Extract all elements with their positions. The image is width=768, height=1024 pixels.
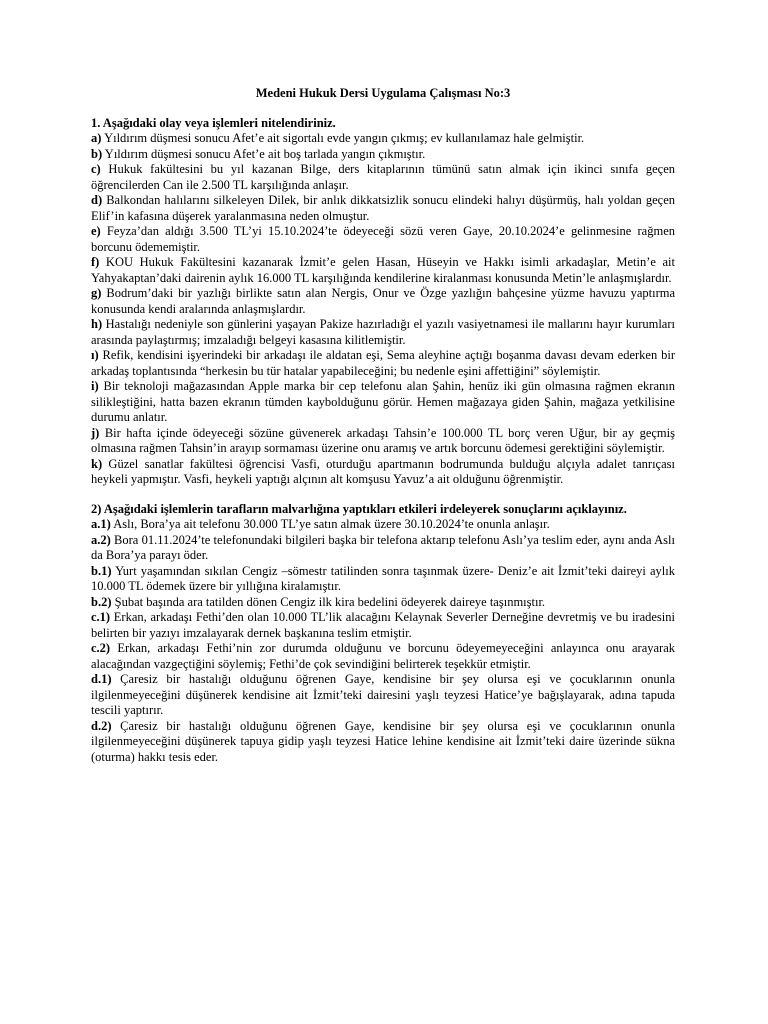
question-item [91, 533, 675, 564]
question-item [91, 457, 675, 488]
question-item [91, 641, 675, 672]
question-label: b.1) [91, 563, 112, 578]
question-item [91, 255, 675, 286]
question-label: h) [91, 317, 103, 331]
section-2-heading: 2) Aşağıdaki işlemlerin tarafların malvarlığına yaptıkları etkileri irdeleyerek sonuçlarını açıklayınız. [91, 501, 627, 516]
question-item [91, 719, 675, 766]
question-item [91, 131, 675, 147]
question-text: Yıldırım düşmesi sonucu Afet’e ait sigortalı evde yangın çıkmış; ev kullanılamaz hale gelmiştir. [101, 131, 585, 145]
question-item [91, 317, 675, 348]
question-label: a) [91, 131, 102, 145]
document-title: Medeni Hukuk Dersi Uygulama Çalışması No:3 [255, 86, 511, 100]
question-label: a.2) [91, 532, 111, 547]
question-label: j) [91, 425, 100, 440]
question-label: f) [91, 255, 100, 269]
question-item [91, 595, 675, 611]
question-item [91, 193, 675, 224]
question-label: b) [91, 146, 103, 161]
question-label: d) [91, 193, 103, 207]
question-label: i) [91, 379, 99, 393]
question-item [91, 517, 675, 533]
question-text: Bora 01.11.2024’te telefonundaki bilgileri başka bir telefona aktarıp telefonu Aslı’ya teslim eder, aynı anda Aslı da Bora’ya parayı öder. [91, 532, 675, 562]
question-label: a.1) [91, 517, 111, 531]
question-label: b.2) [91, 594, 112, 609]
question-text: Erkan, arkadaşı Fethi’nin zor durumda olduğunu ve borcunu ödeyemeyeceğini anlayınca onu arayarak alacağından vazgeçtiğini söylemiş; Fethi’de çok sevindiğini belirterek teşekkür etmiştir. [91, 641, 675, 671]
question-text: Bir teknoloji mağazasından Apple marka bir cep telefonu alan Şahin, henüz iki gün olmasına rağmen ekranın silikleştiğini, hatta bazen ekranın tümden kaybolduğunu görür. Hemen mağazaya giden Şahin, mağaza yetkilisine durumu anlatır. [91, 379, 675, 424]
section-1-items [91, 131, 675, 488]
question-text: Yurt yaşamından sıkılan Cengiz –sömestr tatilinden sonra taşınmak üzere- Deniz’e ait İzmit’teki daireyi aylık 10.000 TL ödemek üzere bir yıllığına kiralamıştır. [91, 563, 675, 593]
question-text: Erkan, arkadaşı Fethi’den olan 10.000 TL’lik alacağını Kelaynak Severler Derneğine devretmiş ve bu iradesini belirten bir yazıyı imzalayarak dernek başkanına teslim etmiştir. [91, 610, 675, 640]
section-gap [91, 488, 675, 502]
question-item [91, 224, 675, 255]
question-text: Hastalığı nedeniyle son günlerini yaşayan Pakize hazırladığı el yazılı vasiyetnamesi ile mallarını hayır kurumları arasında paylaştırmış; imzaladığı belgeyi kasasına kilitlemiştir. [91, 317, 675, 347]
document-page [91, 86, 675, 765]
question-label: e) [91, 224, 101, 238]
question-text: Feyza’dan aldığı 3.500 TL’yi 15.10.2024’te ödeyeceği sözü veren Gaye, 20.10.2024’e gelinmesine rağmen borcunu ödememiştir. [91, 224, 675, 254]
question-item [91, 672, 675, 719]
question-item [91, 147, 675, 163]
question-text: Refik, kendisini işyerindeki bir arkadaşı ile aldatan eşi, Sema aleyhine açtığı boşanma davası devam ederken bir arkadaş toplantısında “herkesin bu tür hatalar yapabileceğini; bu nedenle eşini affettiğini” söylemiştir. [91, 348, 675, 378]
question-item [91, 162, 675, 193]
question-text: Hukuk fakültesini bu yıl kazanan Bilge, ders kitaplarının tümünü satın almak için ikinci sınıfa geçen öğrencilerden Can ile 2.500 TL karşılığında anlaşır. [91, 162, 675, 192]
question-item [91, 564, 675, 595]
section-1-heading: 1. Aşağıdaki olay veya işlemleri nitelendiriniz. [91, 115, 336, 130]
question-text: Çaresiz bir hastalığı olduğunu öğrenen Gaye, kendisine bir şey olursa eşi ve çocuklarının onunla ilgilenmeyeceğini düşünerek tapuya gidip yaşlı teyzesi Hatice lehine kendisine ait İzmit’teki daire üzerinde sükna (oturma) hakkı tesis eder. [91, 718, 675, 764]
question-item [91, 610, 675, 641]
question-text: Çaresiz bir hastalığı olduğunu öğrenen Gaye, kendisine bir şey olursa eşi ve çocuklarının onunla ilgilenmeyeceğini düşünerek kendisine ait İzmit’teki dairesini yaşlı teyzesi Hatice’ye bağışlayarak, adına tapuda tescili yaptırır. [91, 672, 675, 717]
section-2-items [91, 517, 675, 765]
question-text: Şubat başında ara tatilden dönen Cengiz ilk kira bedelini ödeyerek daireye taşınmıştır. [111, 594, 546, 609]
question-text: Balkondan halılarını silkeleyen Dilek, bir anlık dikkatsizlik sonucu elindeki halıyı düşürmüş, halı yoldan geçen Elif’in kafasına düşerek yaralanmasına neden olmuştur. [91, 193, 675, 223]
question-label: ı) [91, 348, 99, 362]
question-text: Güzel sanatlar fakültesi öğrencisi Vasfi, oturduğu apartmanın bodrumunda bulduğu alçıyla adalet tanrıçası heykeli yapmıştır. Vasfi, heykeli yaptığı alçının alt komşusu Yavuz’a ait olduğunu öğrenmiştir. [91, 456, 675, 486]
question-item [91, 348, 675, 379]
question-label: g) [91, 286, 102, 300]
question-item [91, 286, 675, 317]
question-label: c) [91, 162, 101, 176]
question-text: Bodrum’daki bir yazlığı birlikte satın alan Nergis, Onur ve Özge yazlığın bahçesine yüzme havuzu yaptırma konusunda kendi aralarında anlaşmışlardır. [91, 286, 675, 316]
question-label: c.2) [91, 641, 111, 655]
question-text: Bir hafta içinde ödeyeceği sözüne güvenerek arkadaşı Tahsin’e 100.000 TL borç veren Uğur, bir ay geçmiş olmasına rağmen Tahsin’in arayıp sormaması üzerine onu aramış ve artık borcunu ödemesi gerektiğini söylemiştir. [91, 425, 675, 455]
question-text: KOU Hukuk Fakültesini kazanarak İzmit’e gelen Hasan, Hüseyin ve Hakkı isimli arkadaşlar, Metin’e ait Yahyakaptan’daki dairenin aylık 16.000 TL karşılığında kendilerine kiralanması konusunda Metin’le anlaşmışlardır. [91, 255, 675, 285]
question-label: d.2) [91, 718, 112, 733]
question-text: Yıldırım düşmesi sonucu Afet’e ait boş tarlada yangın çıkmıştır. [102, 146, 426, 161]
question-item [91, 426, 675, 457]
question-label: d.1) [91, 672, 112, 686]
question-label: k) [91, 456, 103, 471]
question-item [91, 379, 675, 426]
question-text: Aslı, Bora’ya ait telefonu 30.000 TL’ye satın almak üzere 30.10.2024’te onunla anlaşır. [110, 517, 550, 531]
question-label: c.1) [91, 610, 111, 624]
